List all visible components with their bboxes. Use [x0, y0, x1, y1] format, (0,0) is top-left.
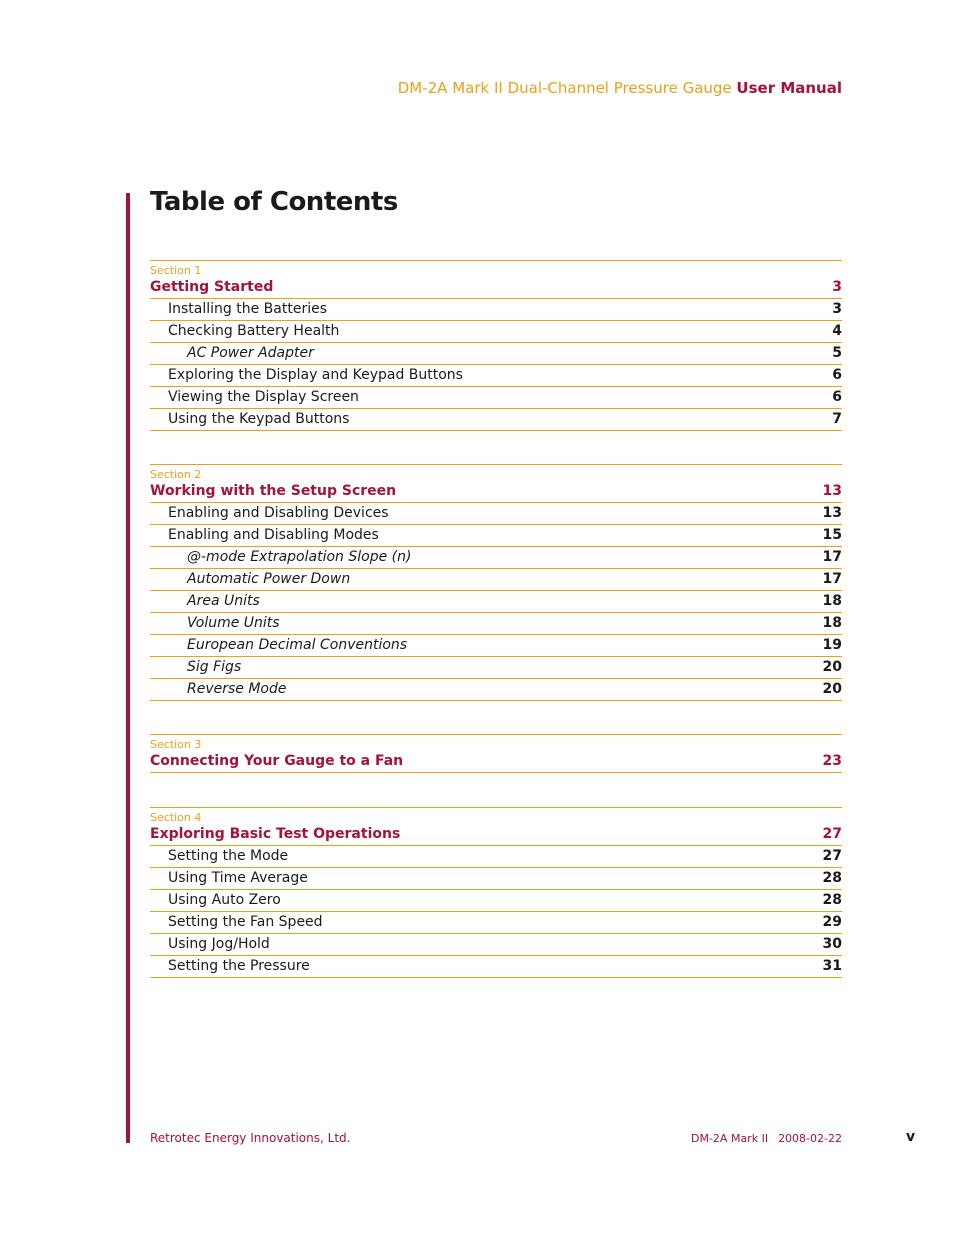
- toc-entry-title: European Decimal Conventions: [187, 637, 408, 653]
- toc-entry-title: Reverse Mode: [187, 681, 287, 697]
- running-header: [398, 79, 842, 97]
- toc-entry-page: 19: [822, 637, 842, 653]
- footer-model-date: [691, 1132, 842, 1145]
- toc-entry[interactable]: [150, 365, 842, 387]
- toc-entry-page: 28: [822, 892, 842, 908]
- toc-entry-title: Using Auto Zero: [168, 892, 281, 908]
- toc-entry-subtopic[interactable]: [150, 635, 842, 657]
- header-product-title: DM-2A Mark II Dual-Channel Pressure Gauge: [397, 79, 732, 97]
- toc-entry[interactable]: [150, 912, 842, 934]
- page-title: Table of Contents: [150, 187, 398, 217]
- toc-entry-section-heading[interactable]: [150, 277, 842, 299]
- toc-entry[interactable]: [150, 387, 842, 409]
- toc-entry-subtopic[interactable]: [150, 343, 842, 365]
- toc-entry-title: Working with the Setup Screen: [150, 483, 397, 499]
- toc-entry-title: Using Time Average: [168, 870, 308, 886]
- toc-entry-page: 13: [822, 483, 842, 499]
- toc-entry[interactable]: [150, 525, 842, 547]
- toc-entry-page: 31: [822, 958, 842, 974]
- toc-entry-subtopic[interactable]: [150, 569, 842, 591]
- toc-entry[interactable]: [150, 868, 842, 890]
- toc-entry-title: Viewing the Display Screen: [168, 389, 359, 405]
- toc-entry-title: Sig Figs: [187, 659, 242, 675]
- toc-entry-page: 4: [832, 323, 842, 339]
- toc-entry-page: 15: [822, 527, 842, 543]
- footer-date: 2008-02-22: [778, 1132, 842, 1145]
- toc-entry[interactable]: [150, 934, 842, 956]
- toc-entry-title: Using Jog/Hold: [168, 936, 270, 952]
- toc-entry-page: 17: [822, 571, 842, 587]
- toc-entry-page: 28: [822, 870, 842, 886]
- toc-entry-title: Enabling and Disabling Modes: [168, 527, 379, 543]
- toc-entry-page: 29: [822, 914, 842, 930]
- toc-entry[interactable]: [150, 409, 842, 431]
- toc-entry-title: Checking Battery Health: [168, 323, 340, 339]
- toc-entry-page: 20: [822, 659, 842, 675]
- toc-entry-page: 18: [822, 593, 842, 609]
- toc-entry-page: 30: [822, 936, 842, 952]
- toc-entry-page: 23: [822, 753, 842, 769]
- toc-entry-title: AC Power Adapter: [187, 345, 314, 361]
- toc-entry-title: Setting the Mode: [168, 848, 289, 864]
- toc-entry-title: Area Units: [187, 593, 260, 609]
- toc-entry-title: Getting Started: [150, 279, 274, 295]
- toc-entry-title: Exploring the Display and Keypad Buttons: [168, 367, 463, 383]
- footer-model: DM-2A Mark II: [691, 1132, 769, 1145]
- toc-entry-section-heading[interactable]: [150, 751, 842, 773]
- toc-entry-page: 13: [822, 505, 842, 521]
- section-label: Section 2: [150, 468, 202, 481]
- toc-entry[interactable]: [150, 299, 842, 321]
- toc-entry-subtopic[interactable]: [150, 591, 842, 613]
- section-label: Section 3: [150, 738, 202, 751]
- toc-entry-title: Volume Units: [187, 615, 280, 631]
- toc-entry-title: Setting the Pressure: [168, 958, 310, 974]
- toc-entry[interactable]: [150, 503, 842, 525]
- toc-entry-title: Automatic Power Down: [187, 571, 351, 587]
- footer-company: Retrotec Energy Innovations, Ltd.: [150, 1131, 351, 1145]
- toc-entry-subtopic[interactable]: [150, 547, 842, 569]
- left-margin-rule: [126, 193, 130, 1143]
- toc-section-2: [150, 464, 842, 701]
- toc-entry-page: 5: [832, 345, 842, 361]
- toc-entry-page: 27: [822, 826, 842, 842]
- toc-section-4: [150, 807, 842, 978]
- toc-entry-title: @-mode Extrapolation Slope (n): [187, 549, 412, 565]
- toc-entry[interactable]: [150, 890, 842, 912]
- toc-entry-subtopic[interactable]: [150, 679, 842, 701]
- toc-entry-subtopic[interactable]: [150, 657, 842, 679]
- section-label: Section 4: [150, 811, 202, 824]
- toc-entry-page: 3: [832, 301, 842, 317]
- toc-entry-section-heading[interactable]: [150, 824, 842, 846]
- toc-entry-section-heading[interactable]: [150, 481, 842, 503]
- section-label: Section 1: [150, 264, 202, 277]
- toc-entry[interactable]: [150, 846, 842, 868]
- toc-entry-page: 6: [832, 367, 842, 383]
- toc-section-3: [150, 734, 842, 773]
- header-doc-type: User Manual: [736, 79, 842, 97]
- toc-entry-page: 3: [832, 279, 842, 295]
- toc-entry-page: 6: [832, 389, 842, 405]
- toc-section-1: [150, 260, 842, 431]
- toc-entry-title: Connecting Your Gauge to a Fan: [150, 753, 404, 769]
- toc-entry[interactable]: [150, 956, 842, 978]
- toc-entry-title: Exploring Basic Test Operations: [150, 826, 401, 842]
- toc-entry-title: Setting the Fan Speed: [168, 914, 323, 930]
- toc-entry-title: Using the Keypad Buttons: [168, 411, 350, 427]
- toc-entry-title: Enabling and Disabling Devices: [168, 505, 389, 521]
- toc-entry-page: 18: [822, 615, 842, 631]
- toc-entry-title: Installing the Batteries: [168, 301, 327, 317]
- toc-entry-page: 17: [822, 549, 842, 565]
- toc-entry-page: 20: [822, 681, 842, 697]
- toc-entry-page: 27: [822, 848, 842, 864]
- toc-entry-page: 7: [832, 411, 842, 427]
- page-number: v: [906, 1129, 916, 1145]
- toc-entry[interactable]: [150, 321, 842, 343]
- toc-entry-subtopic[interactable]: [150, 613, 842, 635]
